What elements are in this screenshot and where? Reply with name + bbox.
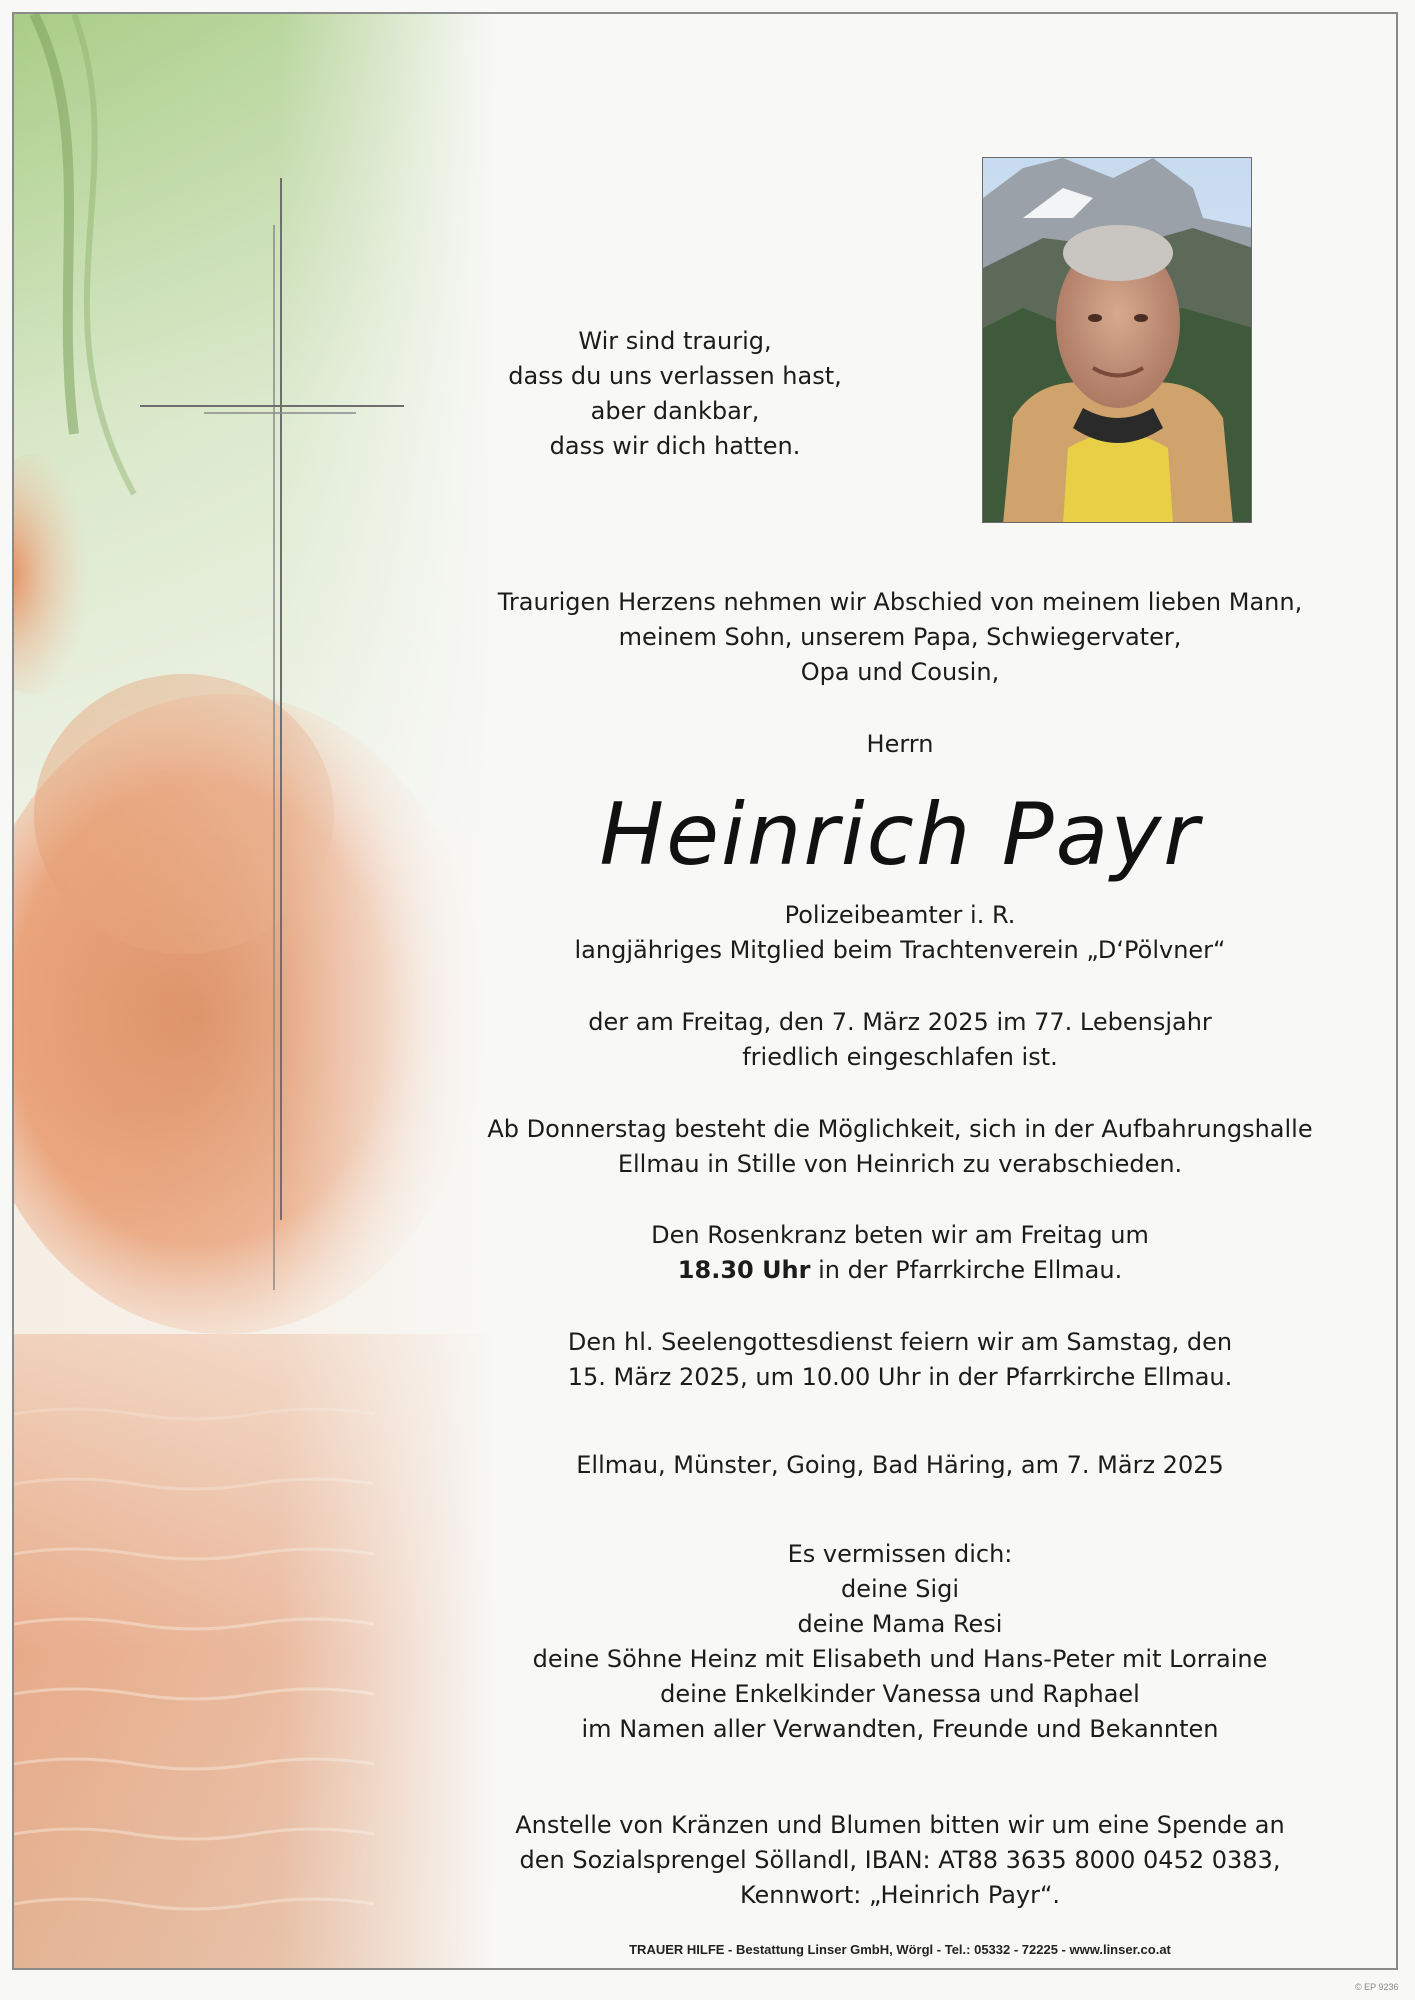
portrait-image xyxy=(983,158,1252,523)
mourner-line: deine Söhne Heinz mit Elisabeth und Hans-Peter mit Lorraine xyxy=(532,1645,1268,1673)
mourner-line: deine Enkelkinder Vanessa und Raphael xyxy=(660,1680,1140,1708)
death-notice xyxy=(470,1005,1330,1075)
intro-line: Opa und Cousin, xyxy=(800,658,1000,686)
titles xyxy=(470,898,1330,968)
mass-line: Den hl. Seelengottesdienst feiern wir am Samstag, den xyxy=(567,1328,1233,1356)
rosary-place: in der Pfarrkirche Ellmau. xyxy=(810,1256,1123,1284)
mass-line: 15. März 2025, um 10.00 Uhr in der Pfarrkirche Ellmau. xyxy=(567,1363,1233,1391)
mourner-line: im Namen aller Verwandten, Freunde und Bekannten xyxy=(581,1715,1219,1743)
motto-line: dass du uns verlassen hast, xyxy=(508,362,842,390)
rosary-notice xyxy=(470,1218,1330,1288)
motto xyxy=(500,324,850,464)
place-date: Ellmau, Münster, Going, Bad Häring, am 7. März 2025 xyxy=(576,1451,1224,1479)
deceased-name: Heinrich Payr xyxy=(599,785,1201,885)
donation-line: den Sozialsprengel Söllandl, IBAN: AT88 3635 8000 0452 0383, xyxy=(519,1846,1281,1874)
title-line: langjähriges Mitglied beim Trachtenverein „D‘Pölvner“ xyxy=(574,936,1226,964)
motto-line: dass wir dich hatten. xyxy=(549,432,801,460)
mass-notice xyxy=(470,1325,1330,1395)
mourners xyxy=(470,1537,1330,1747)
salutation: Herrn xyxy=(866,730,934,758)
farewell-line: Ab Donnerstag besteht die Möglichkeit, sich in der Aufbahrungshalle xyxy=(487,1115,1313,1143)
motto-line: aber dankbar, xyxy=(590,397,760,425)
death-line: der am Freitag, den 7. März 2025 im 77. Lebensjahr xyxy=(588,1008,1212,1036)
motto-line: Wir sind traurig, xyxy=(578,327,772,355)
ep-code: © EP 9236 xyxy=(1355,1982,1399,1992)
donation-line: Kennwort: „Heinrich Payr“. xyxy=(739,1881,1061,1909)
mourner-line: deine Sigi xyxy=(840,1575,960,1603)
farewell-line: Ellmau in Stille von Heinrich zu verabschieden. xyxy=(617,1150,1183,1178)
intro-line: meinem Sohn, unserem Papa, Schwiegervater, xyxy=(618,623,1182,651)
donation-line: Anstelle von Kränzen und Blumen bitten wir um eine Spende an xyxy=(515,1811,1285,1839)
rosary-line: Den Rosenkranz beten wir am Freitag um xyxy=(651,1221,1149,1249)
death-line: friedlich eingeschlafen ist. xyxy=(742,1043,1058,1071)
farewell-notice xyxy=(470,1112,1330,1182)
title-line: Polizeibeamter i. R. xyxy=(784,901,1016,929)
donation-notice xyxy=(470,1808,1330,1913)
mourner-line: Es vermissen dich: xyxy=(787,1540,1013,1568)
intro-line: Traurigen Herzens nehmen wir Abschied von meinem lieben Mann, xyxy=(497,588,1303,616)
footer-undertaker: TRAUER HILFE - Bestattung Linser GmbH, Wörgl - Tel.: 05332 - 72225 - www.linser.co.at xyxy=(629,1942,1171,1957)
portrait-photo xyxy=(982,157,1252,523)
intro-text xyxy=(470,585,1330,690)
rosary-line-2 xyxy=(470,1253,1330,1288)
rosary-time: 18.30 Uhr xyxy=(677,1256,811,1284)
mourner-line: deine Mama Resi xyxy=(797,1610,1003,1638)
